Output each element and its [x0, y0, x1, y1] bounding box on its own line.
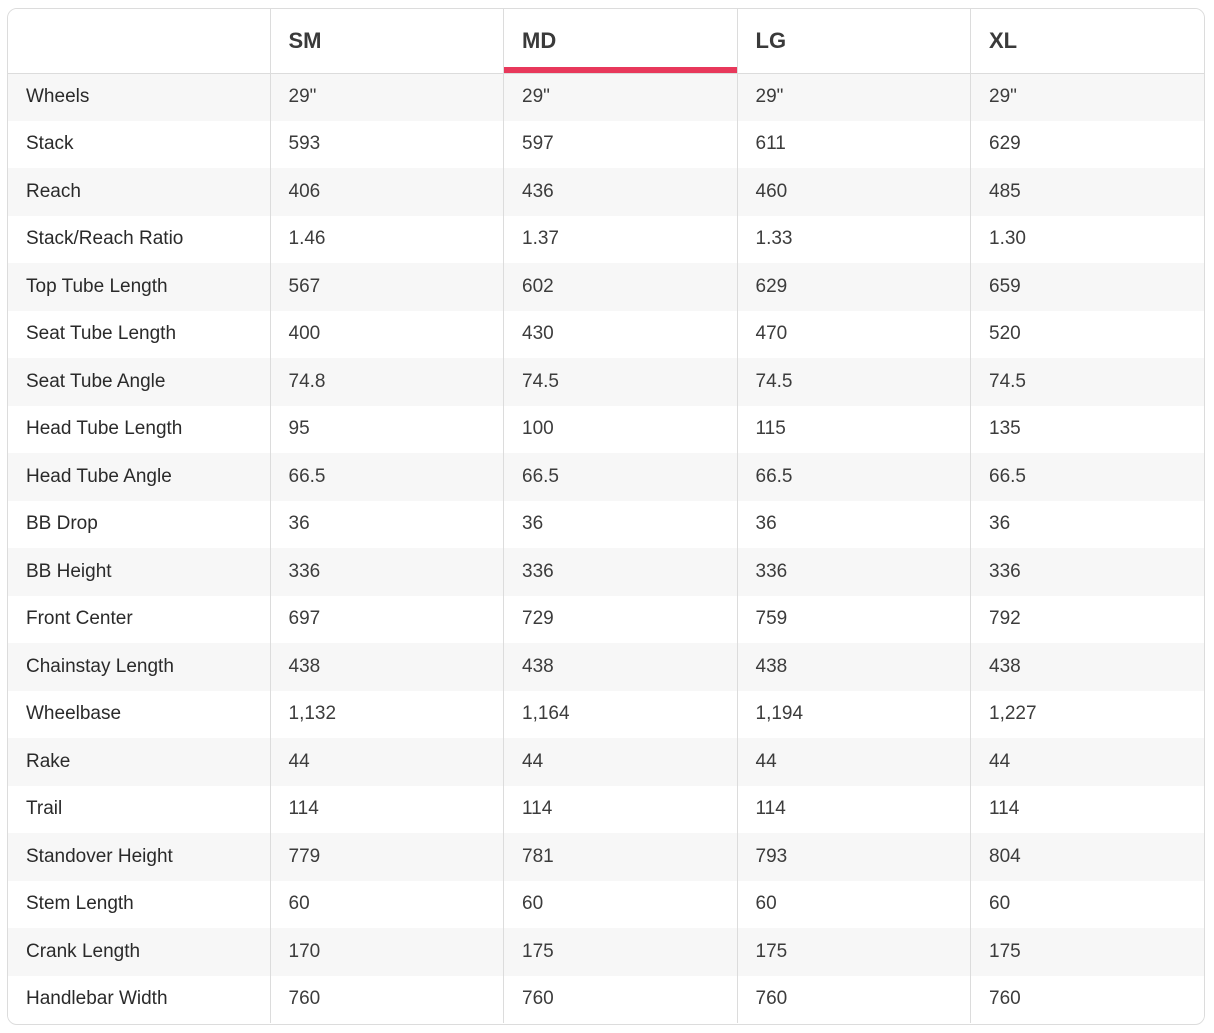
cell-value-sm: 60	[270, 881, 504, 929]
row-label: Rake	[26, 750, 71, 772]
row-label: Head Tube Length	[26, 418, 183, 440]
row-label: Stem Length	[26, 893, 134, 915]
table-row	[8, 928, 1204, 976]
cell-value-xl: 1,227	[971, 691, 1205, 739]
cell-value-sm: 66.5	[270, 453, 504, 501]
cell-value-md: 436	[504, 168, 738, 216]
size-tab-md[interactable]: MD	[504, 9, 738, 73]
header-corner-cell	[8, 9, 270, 73]
table-body	[8, 73, 1204, 1023]
table-row	[8, 596, 1204, 644]
cell-value-sm: 400	[270, 311, 504, 359]
row-label: Wheelbase	[26, 703, 122, 725]
table-row	[8, 833, 1204, 881]
row-label: Standover Height	[26, 845, 173, 867]
cell-value-xl: 336	[971, 548, 1205, 596]
table-row	[8, 786, 1204, 834]
cell-value-sm: 567	[270, 263, 504, 311]
cell-value-md: 175	[504, 928, 738, 976]
table-row	[8, 976, 1204, 1024]
row-label: Stack	[26, 133, 74, 155]
cell-value-lg: 1.33	[737, 216, 971, 264]
cell-value-md: 29"	[504, 73, 738, 121]
row-label: Reach	[26, 180, 81, 202]
cell-value-lg: 760	[737, 976, 971, 1024]
cell-value-sm: 406	[270, 168, 504, 216]
size-tab-sm[interactable]: SM	[270, 9, 504, 73]
header-row	[8, 9, 1204, 73]
cell-value-xl: 659	[971, 263, 1205, 311]
cell-value-lg: 114	[737, 786, 971, 834]
cell-value-sm: 697	[270, 596, 504, 644]
row-label: Handlebar Width	[26, 988, 168, 1010]
cell-value-sm: 779	[270, 833, 504, 881]
table-row	[8, 263, 1204, 311]
cell-value-lg: 793	[737, 833, 971, 881]
cell-value-sm: 593	[270, 121, 504, 169]
cell-value-md: 781	[504, 833, 738, 881]
row-label: Trail	[26, 798, 63, 820]
cell-value-lg: 611	[737, 121, 971, 169]
cell-value-xl: 135	[971, 406, 1205, 454]
cell-value-md: 729	[504, 596, 738, 644]
cell-value-md: 74.5	[504, 358, 738, 406]
cell-value-xl: 44	[971, 738, 1205, 786]
geometry-table-container	[7, 8, 1205, 1025]
cell-value-md: 1,164	[504, 691, 738, 739]
geometry-table	[8, 9, 1204, 1023]
table-row	[8, 738, 1204, 786]
cell-value-xl: 36	[971, 501, 1205, 549]
cell-value-md: 336	[504, 548, 738, 596]
row-label: Crank Length	[26, 940, 141, 962]
cell-value-lg: 60	[737, 881, 971, 929]
table-row	[8, 73, 1204, 121]
cell-value-lg: 115	[737, 406, 971, 454]
size-tab-xl[interactable]: XL	[971, 9, 1205, 73]
cell-value-md: 66.5	[504, 453, 738, 501]
table-row	[8, 121, 1204, 169]
cell-value-xl: 74.5	[971, 358, 1205, 406]
cell-value-xl: 66.5	[971, 453, 1205, 501]
row-label: Top Tube Length	[26, 275, 168, 297]
cell-value-sm: 44	[270, 738, 504, 786]
cell-value-md: 100	[504, 406, 738, 454]
cell-value-xl: 60	[971, 881, 1205, 929]
cell-value-xl: 804	[971, 833, 1205, 881]
table-header	[8, 9, 1204, 73]
row-label: Head Tube Angle	[26, 465, 172, 487]
table-row	[8, 548, 1204, 596]
table-row	[8, 358, 1204, 406]
cell-value-lg: 759	[737, 596, 971, 644]
table-row	[8, 881, 1204, 929]
cell-value-md: 1.37	[504, 216, 738, 264]
cell-value-md: 597	[504, 121, 738, 169]
cell-value-lg: 629	[737, 263, 971, 311]
cell-value-lg: 66.5	[737, 453, 971, 501]
cell-value-lg: 336	[737, 548, 971, 596]
cell-value-lg: 74.5	[737, 358, 971, 406]
row-label: Stack/Reach Ratio	[26, 228, 184, 250]
row-label: Wheels	[26, 86, 90, 107]
cell-value-sm: 438	[270, 643, 504, 691]
row-label: BB Drop	[26, 513, 98, 535]
cell-value-sm: 95	[270, 406, 504, 454]
cell-value-sm: 1.46	[270, 216, 504, 264]
cell-value-sm: 29"	[270, 73, 504, 121]
cell-value-lg: 29"	[737, 73, 971, 121]
row-label: Seat Tube Length	[26, 323, 177, 345]
cell-value-lg: 438	[737, 643, 971, 691]
cell-value-md: 760	[504, 976, 738, 1024]
row-label: Seat Tube Angle	[26, 370, 166, 392]
cell-value-xl: 1.30	[971, 216, 1205, 264]
table-row	[8, 691, 1204, 739]
cell-value-md: 60	[504, 881, 738, 929]
cell-value-xl: 792	[971, 596, 1205, 644]
cell-value-lg: 460	[737, 168, 971, 216]
cell-value-md: 602	[504, 263, 738, 311]
cell-value-lg: 1,194	[737, 691, 971, 739]
table-row	[8, 406, 1204, 454]
table-row	[8, 216, 1204, 264]
cell-value-xl: 438	[971, 643, 1205, 691]
cell-value-xl: 29"	[971, 73, 1205, 121]
table-row	[8, 168, 1204, 216]
cell-value-sm: 336	[270, 548, 504, 596]
table-row	[8, 453, 1204, 501]
cell-value-md: 114	[504, 786, 738, 834]
cell-value-xl: 629	[971, 121, 1205, 169]
row-label: BB Height	[26, 560, 112, 582]
cell-value-md: 430	[504, 311, 738, 359]
table-row	[8, 311, 1204, 359]
cell-value-lg: 175	[737, 928, 971, 976]
row-label: Front Center	[26, 608, 133, 630]
size-tab-lg[interactable]: LG	[737, 9, 971, 73]
cell-value-lg: 36	[737, 501, 971, 549]
cell-value-lg: 44	[737, 738, 971, 786]
cell-value-lg: 470	[737, 311, 971, 359]
cell-value-md: 44	[504, 738, 738, 786]
cell-value-sm: 36	[270, 501, 504, 549]
table-row	[8, 643, 1204, 691]
cell-value-xl: 485	[971, 168, 1205, 216]
cell-value-sm: 74.8	[270, 358, 504, 406]
cell-value-sm: 170	[270, 928, 504, 976]
table-row	[8, 501, 1204, 549]
cell-value-xl: 520	[971, 311, 1205, 359]
row-label: Chainstay Length	[26, 655, 174, 677]
cell-value-xl: 175	[971, 928, 1205, 976]
cell-value-sm: 760	[270, 976, 504, 1024]
cell-value-xl: 114	[971, 786, 1205, 834]
cell-value-sm: 114	[270, 786, 504, 834]
cell-value-md: 438	[504, 643, 738, 691]
cell-value-xl: 760	[971, 976, 1205, 1024]
cell-value-md: 36	[504, 501, 738, 549]
cell-value-sm: 1,132	[270, 691, 504, 739]
